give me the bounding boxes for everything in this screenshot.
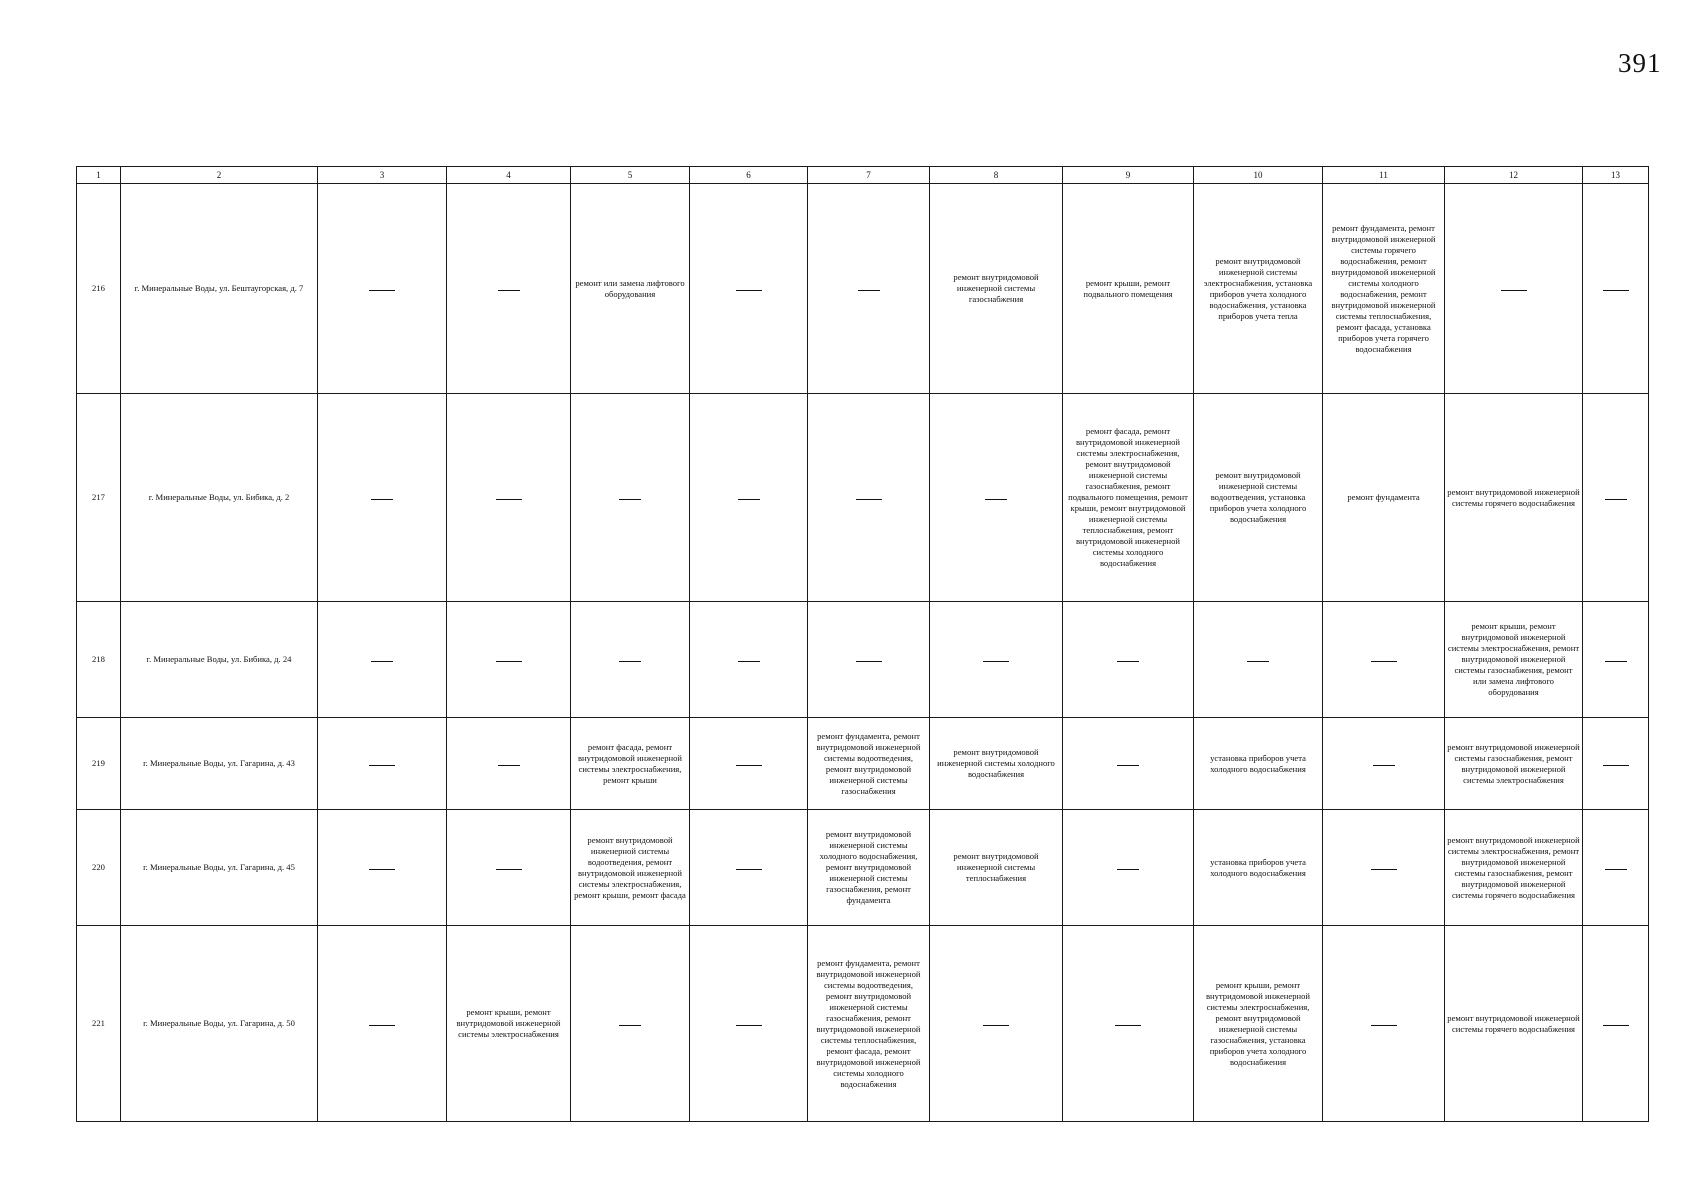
cell-col8 [930,602,1063,718]
dash-mark [498,765,520,766]
dash-mark [619,499,641,500]
cell-col6 [690,926,808,1122]
cell-col9 [1063,810,1194,926]
cell-col4 [447,184,571,394]
cell-col6 [690,810,808,926]
dash-mark [369,1025,395,1026]
row-number: 221 [77,926,121,1122]
address-cell: г. Минеральные Воды, ул. Гагарина, д. 50 [121,926,318,1122]
table-row [77,602,1649,718]
cell-col6 [690,394,808,602]
dash-mark [1117,869,1139,870]
cell-col6 [690,184,808,394]
dash-mark [1605,499,1627,500]
cell-col6 [690,718,808,810]
column-header: 9 [1063,167,1194,184]
cell-col10: установка приборов учета холодного водоснабжения [1194,718,1323,810]
dash-mark [496,499,522,500]
cell-col10 [1194,602,1323,718]
cell-col11 [1323,810,1445,926]
address-cell: г. Минеральные Воды, ул. Бибика, д. 24 [121,602,318,718]
dash-mark [496,661,522,662]
cell-col10: ремонт внутридомовой инженерной системы водоотведения, установка приборов учета холодного водоснабжения [1194,394,1323,602]
cell-col4 [447,602,571,718]
cell-col13 [1583,394,1649,602]
row-number: 217 [77,394,121,602]
row-number: 220 [77,810,121,926]
table-row [77,394,1649,602]
cell-col11 [1323,926,1445,1122]
column-header: 3 [318,167,447,184]
cell-col7: ремонт фундамента, ремонт внутридомовой инженерной системы водоотведения, ремонт внутридомовой инженерной системы газоснабжения [808,718,930,810]
dash-mark [369,869,395,870]
cell-col4 [447,718,571,810]
works-table [76,166,1649,1122]
column-header: 10 [1194,167,1323,184]
address-cell: г. Минеральные Воды, ул. Гагарина, д. 43 [121,718,318,810]
cell-col11: ремонт фундамента [1323,394,1445,602]
column-header: 7 [808,167,930,184]
row-number: 219 [77,718,121,810]
cell-col12: ремонт внутридомовой инженерной системы газоснабжения, ремонт внутридомовой инженерной системы электроснабжения [1445,718,1583,810]
dash-mark [496,869,522,870]
cell-col8: ремонт внутридомовой инженерной системы газоснабжения [930,184,1063,394]
table-row [77,184,1649,394]
dash-mark [369,290,395,291]
cell-col12: ремонт крыши, ремонт внутридомовой инженерной системы электроснабжения, ремонт внутридомовой инженерной системы газоснабжения, ремонт или замена лифтового оборудования [1445,602,1583,718]
cell-col8: ремонт внутридомовой инженерной системы холодного водоснабжения [930,718,1063,810]
dash-mark [736,1025,762,1026]
page-number: 391 [1618,48,1662,78]
dash-mark [738,661,760,662]
cell-col8 [930,926,1063,1122]
cell-col11 [1323,718,1445,810]
dash-mark [856,661,882,662]
cell-col4 [447,810,571,926]
dash-mark [498,290,520,291]
cell-col5 [571,602,690,718]
cell-col9: ремонт фасада, ремонт внутридомовой инженерной системы электроснабжения, ремонт внутридомовой инженерной системы газоснабжения, ремонт подвального помещения, ремонт крыши, ремонт внутридомовой инженерной системы теплоснабжения, ремонт внутридомовой инженерной системы холодного водоснабжения [1063,394,1194,602]
cell-col7 [808,602,930,718]
column-header: 6 [690,167,808,184]
cell-col13 [1583,926,1649,1122]
cell-col3 [318,394,447,602]
cell-col12: ремонт внутридомовой инженерной системы электроснабжения, ремонт внутридомовой инженерной системы газоснабжения, ремонт внутридомовой инженерной системы горячего водоснабжения [1445,810,1583,926]
cell-col9 [1063,926,1194,1122]
cell-col9 [1063,602,1194,718]
column-header: 2 [121,167,318,184]
dash-mark [1371,1025,1397,1026]
dash-mark [1247,661,1269,662]
dash-mark [1603,1025,1629,1026]
cell-col4 [447,394,571,602]
dash-mark [736,290,762,291]
dash-mark [858,290,880,291]
dash-mark [1117,765,1139,766]
cell-col5 [571,926,690,1122]
address-cell: г. Минеральные Воды, ул. Бештаугорская, д. 7 [121,184,318,394]
cell-col3 [318,184,447,394]
cell-col10: установка приборов учета холодного водоснабжения [1194,810,1323,926]
table-row [77,810,1649,926]
dash-mark [1117,661,1139,662]
table-row [77,926,1649,1122]
dash-mark [1501,290,1527,291]
dash-mark [736,765,762,766]
column-header: 12 [1445,167,1583,184]
column-header: 4 [447,167,571,184]
cell-col3 [318,718,447,810]
cell-col7: ремонт внутридомовой инженерной системы холодного водоснабжения, ремонт внутридомовой инженерной системы газоснабжения, ремонт фундамента [808,810,930,926]
dash-mark [619,1025,641,1026]
dash-mark [1371,869,1397,870]
cell-col5: ремонт внутридомовой инженерной системы водоотведения, ремонт внутридомовой инженерной системы электроснабжения, ремонт крыши, ремонт фасада [571,810,690,926]
dash-mark [619,661,641,662]
cell-col11 [1323,602,1445,718]
column-header: 5 [571,167,690,184]
dash-mark [738,499,760,500]
cell-col5 [571,394,690,602]
cell-col9: ремонт крыши, ремонт подвального помещения [1063,184,1194,394]
cell-col12: ремонт внутридомовой инженерной системы горячего водоснабжения [1445,926,1583,1122]
cell-col5: ремонт фасада, ремонт внутридомовой инженерной системы электроснабжения, ремонт крыши [571,718,690,810]
dash-mark [1115,1025,1141,1026]
cell-col13 [1583,718,1649,810]
cell-col13 [1583,602,1649,718]
column-header: 11 [1323,167,1445,184]
dash-mark [371,499,393,500]
dash-mark [1605,661,1627,662]
column-header: 8 [930,167,1063,184]
cell-col8: ремонт внутридомовой инженерной системы теплоснабжения [930,810,1063,926]
dash-mark [983,661,1009,662]
dash-mark [371,661,393,662]
dash-mark [1603,765,1629,766]
cell-col5: ремонт или замена лифтового оборудования [571,184,690,394]
cell-col10: ремонт крыши, ремонт внутридомовой инженерной системы электроснабжения, ремонт внутридомовой инженерной системы газоснабжения, установка приборов учета холодного водоснабжения [1194,926,1323,1122]
dash-mark [1373,765,1395,766]
cell-col7 [808,184,930,394]
dash-mark [1371,661,1397,662]
row-number: 218 [77,602,121,718]
cell-col3 [318,602,447,718]
column-header: 1 [77,167,121,184]
dash-mark [1605,869,1627,870]
cell-col7: ремонт фундамента, ремонт внутридомовой инженерной системы водоотведения, ремонт внутридомовой инженерной системы газоснабжения, ремонт внутридомовой инженерной системы теплоснабжения, ремонт фасада, ремонт внутридомовой инженерной системы холодного водоснабжения [808,926,930,1122]
header-row [77,167,1649,184]
cell-col13 [1583,184,1649,394]
dash-mark [856,499,882,500]
cell-col9 [1063,718,1194,810]
cell-col10: ремонт внутридомовой инженерной системы электроснабжения, установка приборов учета холодного водоснабжения, установка приборов учета тепла [1194,184,1323,394]
address-cell: г. Минеральные Воды, ул. Гагарина, д. 45 [121,810,318,926]
dash-mark [1603,290,1629,291]
address-cell: г. Минеральные Воды, ул. Бибика, д. 2 [121,394,318,602]
cell-col3 [318,926,447,1122]
cell-col6 [690,602,808,718]
cell-col3 [318,810,447,926]
dash-mark [736,869,762,870]
column-header: 13 [1583,167,1649,184]
cell-col12 [1445,184,1583,394]
cell-col13 [1583,810,1649,926]
cell-col11: ремонт фундамента, ремонт внутридомовой инженерной системы горячего водоснабжения, ремонт внутридомовой инженерной системы холодного водоснабжения, ремонт внутридомовой инженерной системы теплоснабжения, ремонт фасада, установка приборов учета горячего водоснабжения [1323,184,1445,394]
cell-col8 [930,394,1063,602]
row-number: 216 [77,184,121,394]
cell-col12: ремонт внутридомовой инженерной системы горячего водоснабжения [1445,394,1583,602]
dash-mark [369,765,395,766]
cell-col7 [808,394,930,602]
dash-mark [985,499,1007,500]
dash-mark [983,1025,1009,1026]
cell-col4: ремонт крыши, ремонт внутридомовой инженерной системы электроснабжения [447,926,571,1122]
table-row [77,718,1649,810]
